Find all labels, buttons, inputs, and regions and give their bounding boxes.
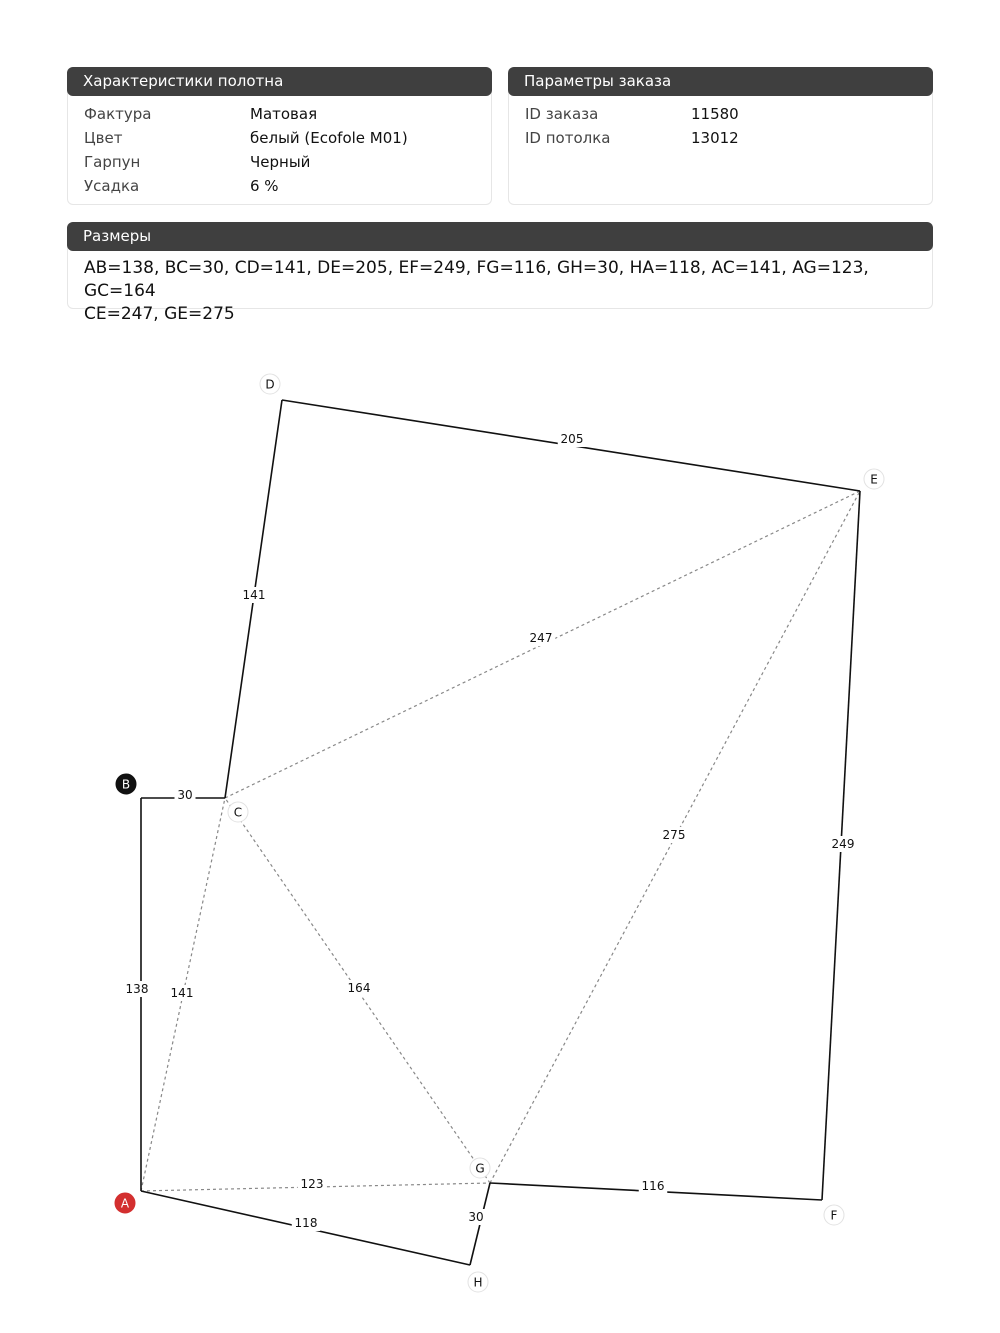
- kv-value: 13012: [691, 129, 739, 147]
- edge-length-label-ab: 138: [125, 982, 149, 996]
- edge-length-label-ce: 247: [529, 631, 553, 645]
- kv-value: Матовая: [250, 105, 318, 123]
- edges-layer: [141, 400, 860, 1265]
- sizes-text: [68, 251, 932, 326]
- edge-length-label-bc: 30: [177, 788, 193, 802]
- order-parameters-list: [509, 96, 932, 150]
- kv-key: ID заказа: [525, 105, 599, 123]
- kv-row-texture: [84, 102, 475, 126]
- edge-length-label-gc: 164: [347, 981, 371, 995]
- kv-value: 6 %: [250, 177, 279, 195]
- kv-key: Усадка: [84, 177, 140, 195]
- canvas-characteristics-panel: [67, 67, 492, 205]
- edge-labels-layer: [120, 431, 858, 1231]
- canvas-characteristics-list: [68, 96, 491, 198]
- sizes-line-2: CE=247, GE=275: [84, 304, 235, 324]
- canvas-characteristics-title: Характеристики полотна: [67, 67, 492, 96]
- edge-length-label-de: 205: [560, 432, 584, 446]
- edge-length-label-gh: 30: [468, 1210, 484, 1224]
- vertex-label-e: E: [870, 472, 878, 487]
- kv-row-harpoon: [84, 150, 475, 174]
- kv-value: белый (Ecofole M01): [250, 129, 408, 147]
- kv-row-shrinkage: [84, 174, 475, 198]
- vertex-label-f: F: [830, 1208, 838, 1223]
- edge-length-label-ge: 275: [662, 828, 686, 842]
- order-parameters-title: Параметры заказа: [508, 67, 933, 96]
- vertex-label-g: G: [475, 1161, 485, 1176]
- kv-value: 11580: [691, 105, 739, 123]
- vertex-label-h: H: [473, 1275, 483, 1290]
- edge-length-label-ag: 123: [300, 1177, 324, 1191]
- edge-length-label-cd: 141: [242, 588, 266, 602]
- sizes-panel: [67, 222, 933, 324]
- sizes-title: Размеры: [67, 222, 933, 251]
- edge-length-label-ef: 249: [831, 837, 855, 851]
- kv-row-color: [84, 126, 475, 150]
- kv-key: Цвет: [84, 129, 123, 147]
- vertex-label-b: B: [121, 777, 131, 792]
- kv-key: Гарпун: [84, 153, 141, 171]
- vertex-label-d: D: [265, 377, 275, 392]
- vertices-layer: [115, 374, 884, 1292]
- edge-length-label-ha: 118: [294, 1216, 318, 1230]
- kv-key: Фактура: [84, 105, 152, 123]
- edge-length-label-fg: 116: [641, 1179, 665, 1193]
- kv-row-order-id: [525, 102, 916, 126]
- ceiling-diagram: [0, 330, 1000, 1333]
- vertex-label-a: A: [120, 1196, 130, 1211]
- kv-value: Черный: [250, 153, 311, 171]
- vertex-label-c: C: [233, 805, 243, 820]
- kv-row-ceiling-id: [525, 126, 916, 150]
- sizes-line-1: AB=138, BC=30, CD=141, DE=205, EF=249, FG=116, GH=30, HA=118, AC=141, AG=123, GC=164: [84, 258, 869, 301]
- order-parameters-panel: [508, 67, 933, 205]
- kv-key: ID потолка: [525, 129, 611, 147]
- edge-length-label-ac: 141: [170, 986, 194, 1000]
